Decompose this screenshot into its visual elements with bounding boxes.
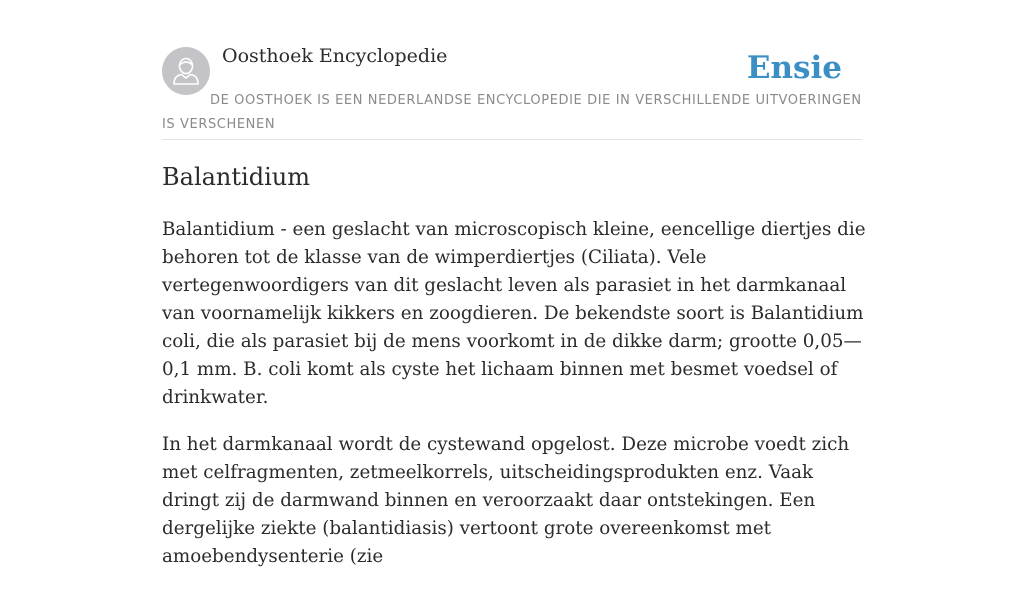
page [162, 0, 866, 567]
site-name[interactable]: Oosthoek Encyclopedie [222, 45, 448, 67]
article-paragraph: In het darmkanaal wordt de cystewand opgelost. Deze microbe voedt zich met celfragmenten, zetmeelkorrels, uitscheidingsprodukten enz. Vaak dringt zij de darmwand binnen en veroorzaakt daar ontstekingen. Een dergelijke ziekte (balantidiasis) vertoont grote overeenkomst met amoebendysenterie (zie [162, 434, 850, 567]
user-icon [162, 47, 210, 95]
header-divider [162, 139, 862, 140]
article-paragraph: Balantidium - een geslacht van microscopisch kleine, eencellige diertjes die behoren tot de klasse van de wimperdiertjes (Ciliata). Vele vertegenwoordigers van dit geslacht leven als parasiet in het darmkanaal van voornamelijk kikkers en zoogdieren. De bekendste soort is Balantidium coli, die als parasiet bij de mens voorkomt in de dikke darm; grootte 0,05—0,1 mm. B. coli komt als cyste het lichaam binnen met besmet voedsel of drinkwater. [162, 219, 866, 408]
avatar[interactable] [162, 47, 210, 95]
ensie-logo[interactable]: Ensie [746, 50, 842, 86]
site-tagline: DE OOSTHOEK IS EEN NEDERLANDSE ENCYCLOPEDIE DIE IN VERSCHILLENDE UITVOERINGEN IS VERSCHENEN [162, 93, 862, 132]
header [162, 0, 862, 140]
article-title: Balantidium [162, 163, 310, 191]
article-body [162, 216, 866, 590]
